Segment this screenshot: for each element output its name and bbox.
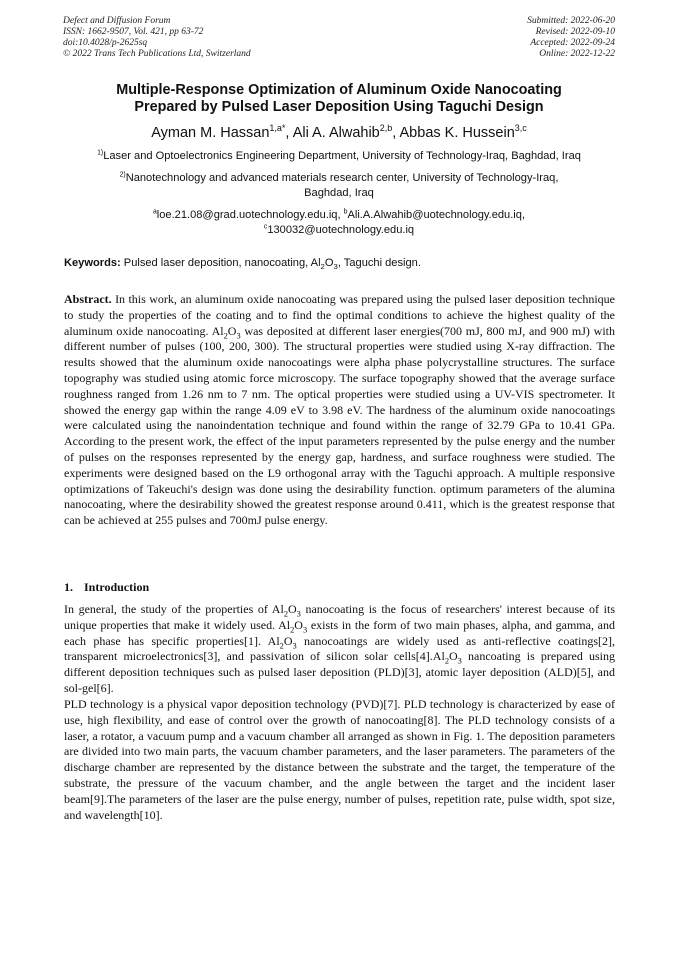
body-text: In general, the study of the properties of Al bbox=[64, 602, 284, 616]
subscript: 2 bbox=[279, 640, 284, 650]
keywords-text: Pulsed laser deposition, nanocoating, Al bbox=[120, 257, 321, 269]
body-text: O bbox=[288, 602, 297, 616]
email-link[interactable]: 130032@uotechnology.edu.iq bbox=[267, 223, 415, 236]
email-marker: c bbox=[263, 222, 268, 230]
abstract bbox=[64, 292, 615, 529]
body-text: nancoating is prepared using different deposition techniques such as pulsed laser deposition (PLD)[3], atomic layer deposition (ALD)[5], and sol-gel[6]. bbox=[64, 649, 616, 695]
body-text: exists in the form of two main phases, alpha, and gamma, and each phase has specific properties[1]. Al bbox=[64, 617, 615, 648]
affiliation-marker: 2) bbox=[119, 171, 126, 179]
affiliation-2 bbox=[60, 171, 618, 200]
date-online: Online: 2022-12-22 bbox=[539, 49, 615, 59]
abstract-text: In this work, an aluminum oxide nanocoating was prepared using the pulsed laser deposition technique to study the properties of the coating and to find the optimal conditions to achieve the highest quality of the aluminum oxide nanocoating. Al bbox=[64, 292, 615, 338]
paper-title bbox=[60, 82, 618, 116]
journal-name: Defect and Diffusion Forum bbox=[63, 16, 171, 26]
dates-header bbox=[527, 16, 615, 60]
email-marker: a bbox=[152, 208, 157, 216]
journal-header bbox=[63, 16, 251, 60]
subscript: 3 bbox=[296, 609, 301, 619]
subscript: 2 bbox=[444, 656, 449, 666]
email-link[interactable]: Ali.A.Alwahib@uotechnology.edu.iq, bbox=[347, 209, 526, 221]
section-number: 1. bbox=[64, 580, 73, 594]
author-name: Ali A. Alwahib bbox=[292, 125, 380, 141]
keywords-label: Keywords: bbox=[64, 257, 121, 269]
journal-doi: doi:10.4028/p-2625sq bbox=[63, 38, 148, 48]
journal-copyright: © 2022 Trans Tech Publications Ltd, Switzerland bbox=[63, 49, 251, 59]
subscript: 3 bbox=[302, 625, 308, 635]
journal-issn: ISSN: 1662-9507, Vol. 421, pp 63-72 bbox=[63, 27, 204, 37]
intro-paragraph-1 bbox=[64, 602, 615, 697]
subscript: 3 bbox=[333, 262, 338, 272]
date-accepted: Accepted: 2022-09-24 bbox=[530, 38, 615, 48]
author-name: Ayman M. Hassan bbox=[151, 125, 270, 141]
date-submitted: Submitted: 2022-06-20 bbox=[527, 16, 615, 26]
author-separator: , bbox=[392, 125, 400, 141]
subscript: 2 bbox=[283, 609, 288, 619]
author-affil-marker: 3,c bbox=[514, 123, 527, 134]
subscript: 2 bbox=[320, 262, 325, 272]
body-text: nanocoating is the focus of researchers' interest because of its unique properties that make it widely used. Al bbox=[64, 602, 615, 632]
author-separator: , bbox=[285, 125, 293, 141]
keywords-text: O bbox=[324, 257, 334, 269]
date-revised: Revised: 2022-09-10 bbox=[535, 27, 615, 37]
email-marker: b bbox=[343, 208, 348, 216]
author-emails bbox=[60, 208, 618, 237]
body-text: O bbox=[449, 649, 458, 664]
title-line-2: Prepared by Pulsed Laser Deposition Using Taguchi Design bbox=[134, 99, 544, 115]
body-text: nanocoatings are widely used as anti-reflective coatings[2], transparent microelectronics[3], and passivation of silicon solar cells[4].Al bbox=[64, 633, 616, 664]
subscript: 2 bbox=[223, 330, 228, 340]
subscript: 3 bbox=[457, 656, 462, 666]
intro-paragraph-2: PLD technology is a physical vapor deposition technology (PVD)[7]. PLD technology is characterized by ease of use, high flexibility, and ease of control over the growth of nanocoating[8]. The PLD technology consists of a laser, a rotator, a vacuum pump and a vacuum chamber all arranged as shown in Fig. 1. The deposition parameters are divided into two main parts, the vacuum chamber parameters, and the laser parameters. The parameters of the discharge chamber are represented by the distance between the substrate and the target, the temperature of the substrate, the pressure of the vacuum chamber, and the angle between the target and the incident laser beam[9].The parameters of the laser are the pulse energy, number of pulses, repetition rate, pulse width, spot size, and wavelength[10]. bbox=[64, 697, 615, 822]
affiliation-text: Nanotechnology and advanced materials research center, University of Technology-Iraq, bbox=[125, 172, 559, 184]
affiliation-text: Laser and Optoelectronics Engineering Department, University of Technology-Iraq, Baghdad, Iraq bbox=[103, 150, 581, 162]
subscript: 3 bbox=[236, 330, 241, 340]
affiliation-1 bbox=[60, 149, 618, 164]
subscript: 2 bbox=[290, 625, 295, 635]
title-line-1: Multiple-Response Optimization of Aluminum Oxide Nanocoating bbox=[116, 82, 562, 98]
keywords bbox=[64, 256, 616, 270]
author-name: Abbas K. Hussein bbox=[399, 125, 515, 141]
abstract-text: was deposited at different laser energies(700 mJ, 800 mJ, and 900 mJ) with different number of pulses (100, 200, 300). The structural properties were studied using X-ray diffraction. The results showed that the aluminum oxide nanocoatings were alpha phase polycrystalline structures. The surface topography was studied using atomic force microscopy. The surface topography showed that the average surface roughness ranged from 1.26 nm to 7 nm. The optical properties were studied using a UV-VIS spectrometer. It showed the energy gap within the range 4.09 eV to 3.98 eV. The hardness of the aluminum oxide nanocoatings were calculated using the nanoindentation technique and found within the range of 32.79 GPa to 10.41 GPa. According to the present work, the effect of the input parameters represented by the pulse energy and the number of pulses on the responses represented by the energy gap, hardness, and surface roughness were studied. The experiments were designed based on the L9 orthogonal array with the Taguchi approach. A multiple responsive optimizations of Takeuchi's design was done using the desirability function. optimum parameters of the alumina nanocoating, where the desirability showed the greatest response around 0.411, which is the greatest response that can be achieved at 255 pulses and 700mJ pulse energy. bbox=[64, 323, 615, 528]
abstract-text: O bbox=[227, 323, 237, 338]
affiliation-text-cont: Baghdad, Iraq bbox=[304, 186, 374, 199]
author-affil-marker: 2,b bbox=[379, 123, 393, 134]
author-list bbox=[60, 125, 618, 142]
section-title: Introduction bbox=[84, 580, 150, 594]
body-text: O bbox=[294, 617, 303, 632]
body-text: O bbox=[283, 633, 293, 648]
subscript: 3 bbox=[292, 640, 297, 650]
affiliation-marker: 1) bbox=[97, 149, 104, 157]
keywords-text: , Taguchi design. bbox=[337, 257, 421, 269]
section-heading bbox=[64, 580, 149, 595]
author-affil-marker: 1,a* bbox=[269, 123, 286, 134]
abstract-label: Abstract. bbox=[64, 292, 112, 306]
email-link[interactable]: loe.21.08@grad.uotechnology.edu.iq, bbox=[156, 209, 344, 221]
